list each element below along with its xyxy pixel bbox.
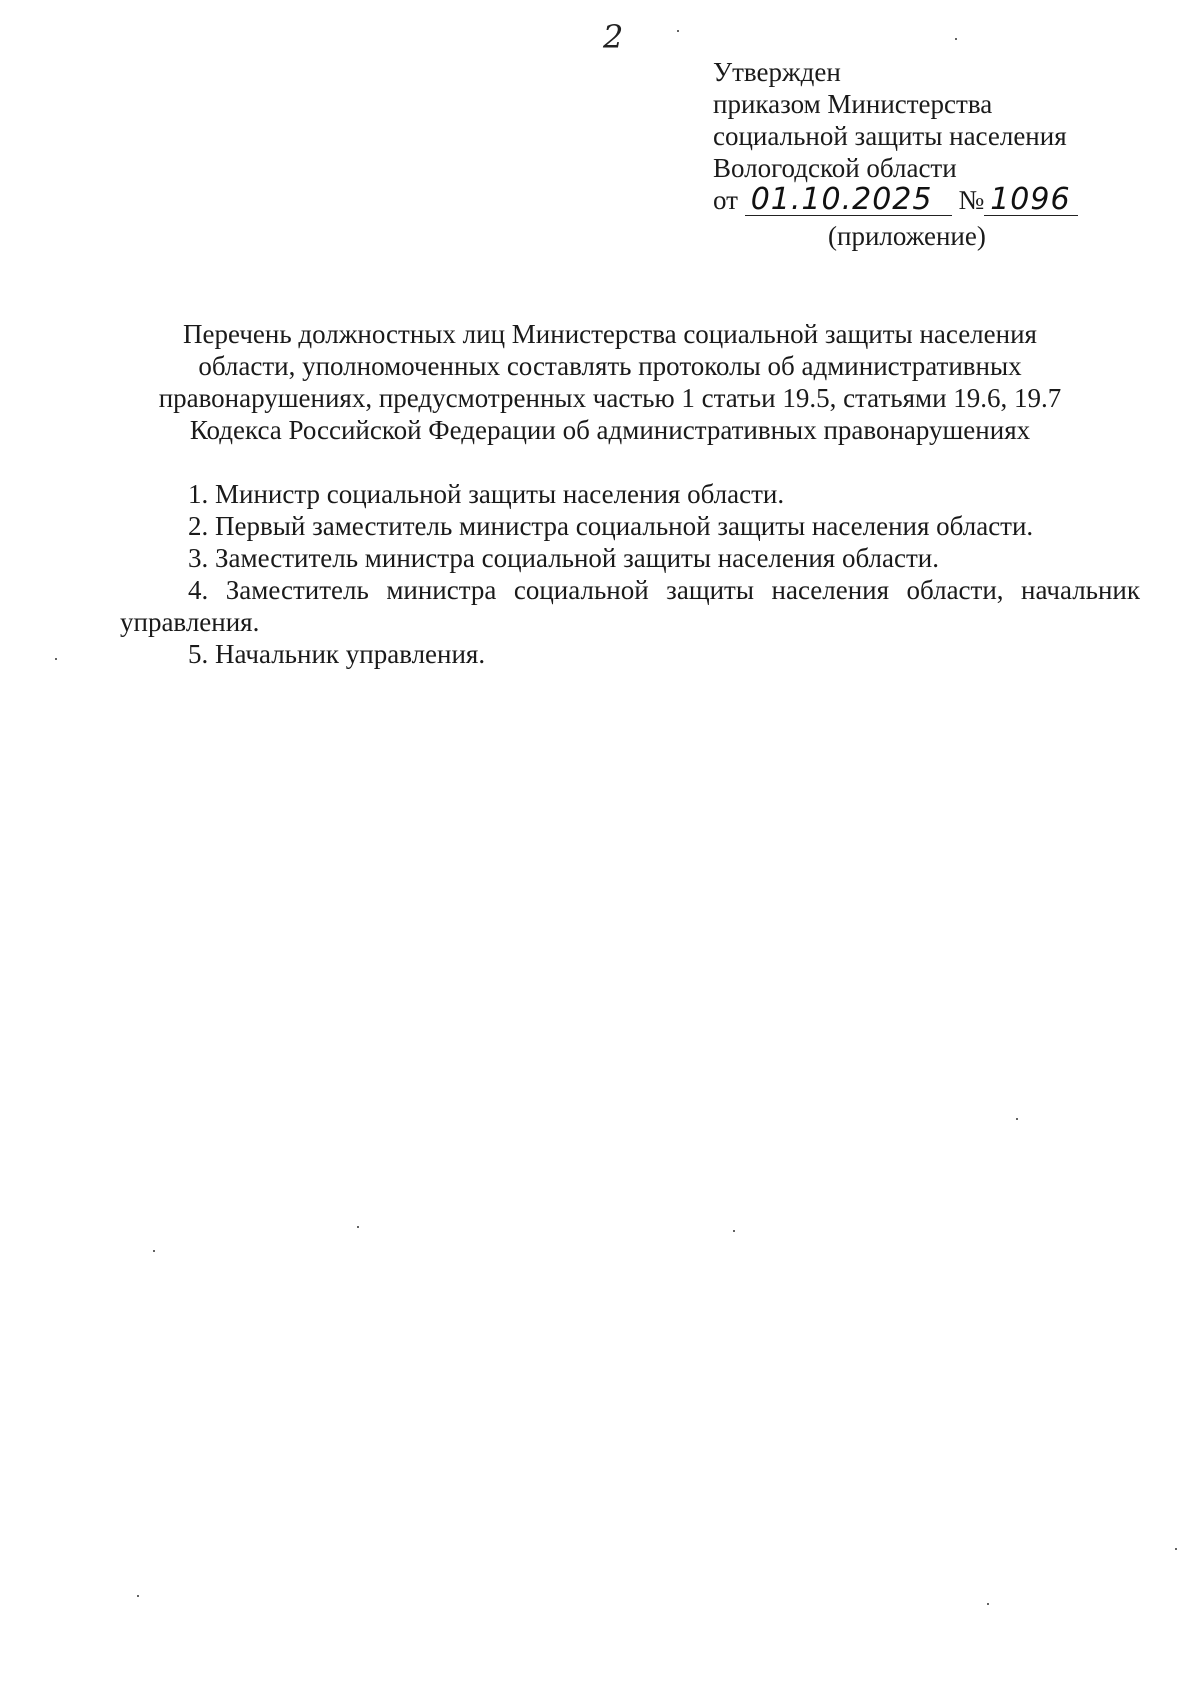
list-item: 2. Первый заместитель министра социальной защиты населения области. bbox=[188, 511, 1034, 541]
scan-speck bbox=[153, 1250, 155, 1252]
scan-speck bbox=[1016, 1118, 1018, 1120]
scan-speck bbox=[137, 1595, 139, 1597]
scan-speck bbox=[55, 658, 57, 660]
list-item: 3. Заместитель министра социальной защиты населения области. bbox=[188, 543, 939, 573]
scan-speck bbox=[987, 1603, 989, 1605]
date-prefix: от bbox=[713, 185, 738, 215]
title-line: Перечень должностных лиц Министерства социальной защиты населения bbox=[183, 319, 1037, 349]
handwritten-date: 01.10.2025 bbox=[745, 185, 952, 216]
approval-line: Утвержден bbox=[713, 57, 841, 87]
document-title bbox=[140, 318, 1080, 446]
scan-speck bbox=[1175, 1548, 1177, 1550]
list-item: 4. Заместитель министра социальной защиты населения области, начальник управления. bbox=[120, 575, 1140, 637]
page-number: 2 bbox=[603, 18, 624, 56]
approval-line: приказом Министерства bbox=[713, 89, 993, 119]
approval-line: Вологодской области bbox=[713, 153, 957, 183]
approval-line: социальной защиты населения bbox=[713, 121, 1067, 151]
title-line: Кодекса Российской Федерации об административных правонарушениях bbox=[189, 415, 1031, 445]
appendix-label: (приложение) bbox=[828, 221, 986, 251]
list-item: 5. Начальник управления. bbox=[188, 639, 486, 669]
approval-stamp bbox=[713, 56, 1078, 252]
scan-speck bbox=[955, 38, 957, 40]
scan-speck bbox=[357, 1226, 359, 1228]
scan-speck bbox=[733, 1230, 735, 1232]
scan-speck bbox=[677, 30, 679, 32]
approval-date-row bbox=[713, 184, 1078, 220]
list-item: 1. Министр социальной защиты населения области. bbox=[188, 479, 785, 509]
officials-list bbox=[120, 478, 1140, 670]
handwritten-number: 1096 bbox=[984, 185, 1078, 216]
title-line: области, уполномоченных составлять протоколы об административных bbox=[198, 351, 1022, 381]
title-line: правонарушениях, предусмотренных частью 1 статьи 19.5, статьями 19.6, 19.7 bbox=[158, 383, 1062, 413]
number-prefix: № bbox=[958, 185, 985, 215]
